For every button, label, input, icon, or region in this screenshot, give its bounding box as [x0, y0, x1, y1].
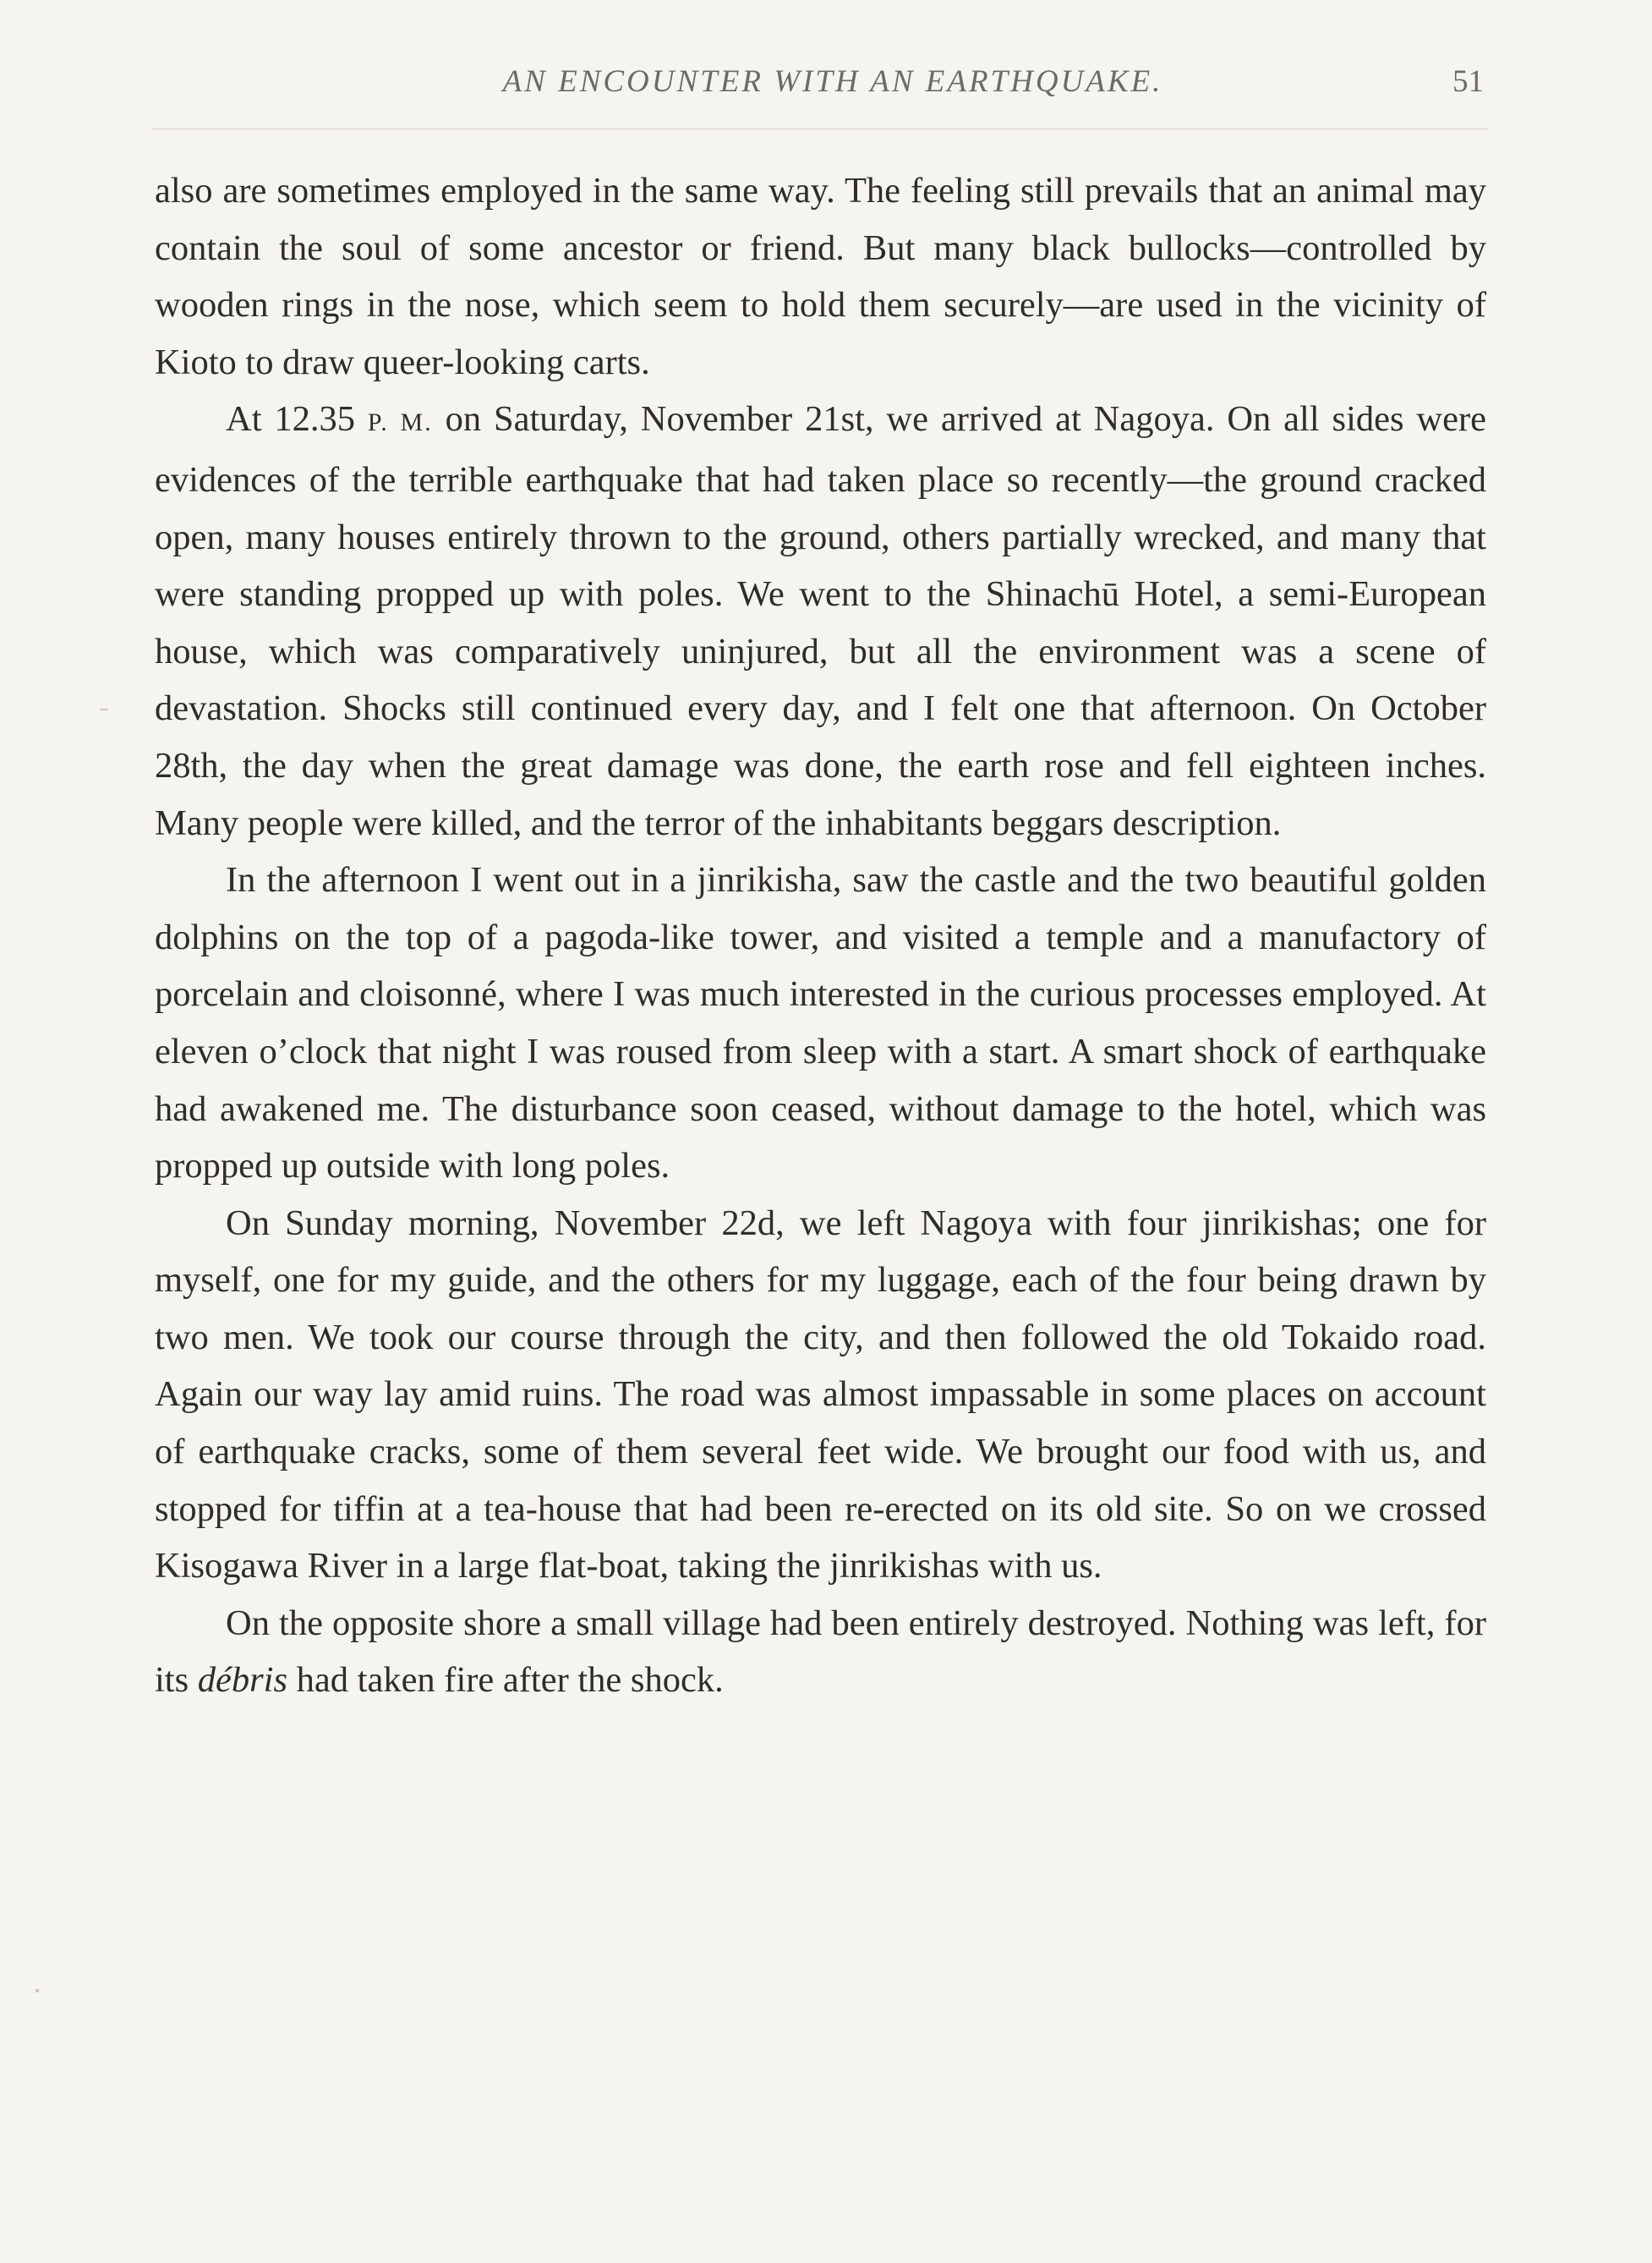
- paragraph-text: At 12.35: [226, 399, 368, 440]
- paragraph: [155, 391, 1486, 852]
- paragraph-text: had taken fire after the shock.: [287, 1660, 724, 1701]
- paragraph: also are sometimes employed in the same way. The feeling still prevails that an animal may contain the soul of some ancestor or friend. But many black bullocks—controlled by wooden rings in the nose, which seem to hold them securely—are used in the vicinity of Kioto to draw queer-looking carts.: [155, 171, 1486, 382]
- paragraph: On Sunday morning, November 22d, we left Nagoya with four jinrikishas; one for myself, one for my guide, and the others for my luggage, each of the four being drawn by two men. We took our course through the city, and then followed the old Tokaido road. Again our way lay amid ruins. The road was almost impassable in some places on account of earthquake cracks, some of them several feet wide. We brought our food with us, and stopped for tiffin at a tea-house that had been re-erected on its old site. So on we crossed Kisogawa River in a large flat-boat, taking the jinrikishas with us.: [155, 1203, 1486, 1586]
- time-abbreviation: P. M.: [367, 408, 433, 437]
- page-header: [156, 52, 1484, 112]
- paragraph: In the afternoon I went out in a jinrikisha, saw the castle and the two beautiful golden dolphins on the top of a pagoda-like tower, and visited a temple and a manufactory of porcelain and cloisonné, where I was much interested in the curious processes employed. At eleven o’clock that night I was roused from sleep with a start. A smart shock of earthquake had awakened me. The disturbance soon ceased, without damage to the hotel, which was propped up outside with long poles.: [155, 860, 1486, 1186]
- italic-word: débris: [197, 1660, 288, 1701]
- margin-mark: [100, 709, 108, 710]
- body-text: [155, 162, 1486, 1709]
- paragraph: [155, 1595, 1486, 1709]
- paragraph-text: On the opposite shore a small village had been entirely destroyed. Nothing was left, for its: [155, 1603, 1486, 1701]
- margin-speck: [36, 1989, 39, 1992]
- paragraph-text: on Saturday, November 21st, we arrived at Nagoya. On all sides were evidences of the terrible earthquake that had taken place so recently—the ground cracked open, many houses entirely thrown to the ground, others partially wrecked, and many that were standing propped up with poles. We went to the Shinachū Hotel, a semi-European house, which was comparatively uninjured, but all the environment was a scene of devastation. Shocks still continued every day, and I felt one that afternoon. On October 28th, the day when the great damage was done, the earth rose and fell eighteen inches. Many people were killed, and the terror of the inhabitants beggars description.: [155, 399, 1486, 843]
- page-number: 51: [1452, 64, 1484, 99]
- running-title: AN ENCOUNTER WITH AN EARTHQUAKE.: [502, 64, 1163, 99]
